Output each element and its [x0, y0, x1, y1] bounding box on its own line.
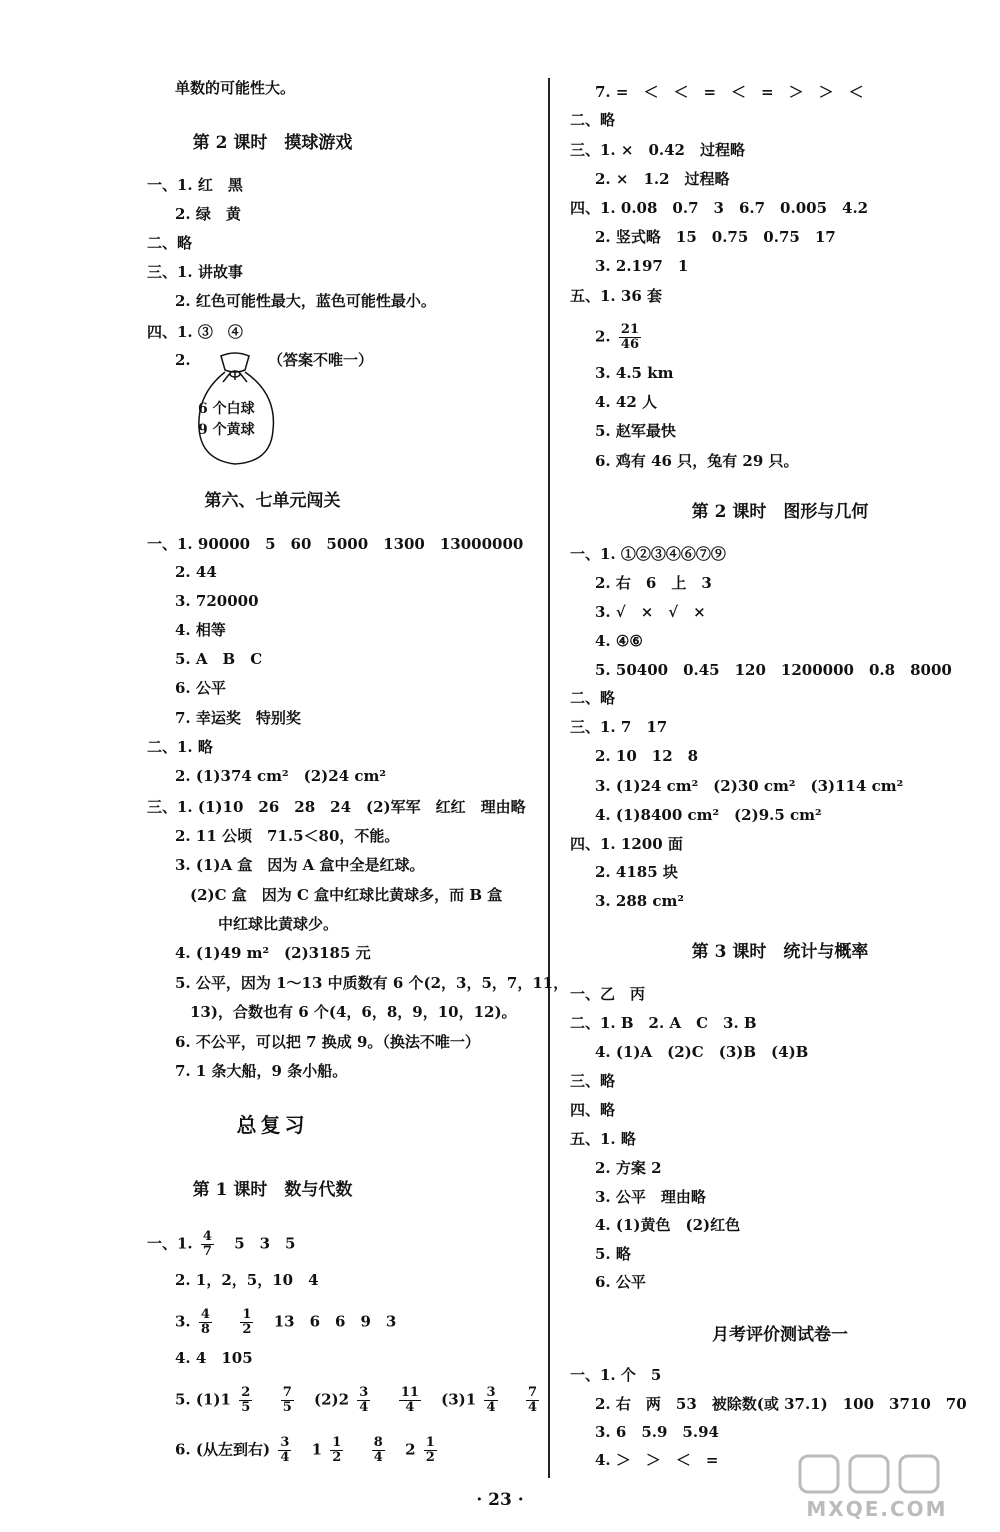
answer-line: 5. (1)1 $\frac{2}{5}$ $\frac{7}{5}$ (2)2 $\frac{3}{4}$ $\frac{11}{4}$ (3)1 $\frac{3}{4}$ $\frac{7}{4}$: [175, 1385, 538, 1415]
answer-line: 6. 公平: [175, 679, 226, 697]
answer-line: 三、略: [570, 1072, 616, 1090]
answer-line: 一、乙 丙: [570, 985, 646, 1003]
fraction: $\frac{2}{5}$: [241, 1385, 251, 1415]
fraction: $\frac{1}{2}$: [242, 1307, 252, 1337]
answer-line: 5. 略: [595, 1245, 631, 1263]
answer-line: 3. 6 5.9 5.94: [595, 1423, 719, 1441]
answer-line: 二、1. 略: [147, 738, 213, 756]
bag-text: 6 个白球: [198, 401, 255, 417]
fraction: $\frac{3}{4}$: [359, 1385, 369, 1415]
answer-line: 2. 方案 2: [595, 1159, 662, 1177]
answer-line: 2. (1)374 cm² (2)24 cm²: [175, 767, 386, 785]
fraction: $\frac{7}{4}$: [527, 1385, 538, 1415]
answer-line: 四、1. 0.08 0.7 3 6.7 0.005 4.2: [570, 199, 869, 217]
svg-text:MXQE.COM: MXQE.COM: [806, 1497, 948, 1521]
answer-line: 二、略: [570, 111, 616, 129]
answer-line: (2)C 盒 因为 C 盒中红球比黄球多，而 B 盒: [190, 886, 503, 904]
answer-line: 二、略: [570, 689, 616, 707]
answer-line: 4. (1)A (2)C (3)B (4)B: [595, 1043, 809, 1061]
answer-line: 中红球比黄球少。: [218, 915, 339, 933]
answer-line: 2. 右 两 53 被除数(或 37.1) 100 3710 70: [595, 1395, 967, 1413]
column-divider: [548, 78, 550, 1478]
fraction: $\frac{8}{4}$: [373, 1435, 383, 1465]
answer-line: 3. $\frac{4}{8}$ $\frac{1}{2}$ 13 6 6 9 3: [175, 1307, 397, 1337]
answer-line: 2. 11 公顷 71.5＜80，不能。: [175, 827, 400, 845]
answer-line: 3. √ × √ ×: [595, 603, 706, 621]
answer-line: 4. ＞ ＞ ＜ =: [595, 1451, 719, 1469]
fraction: $\frac{7}{5}$: [282, 1385, 292, 1415]
section-title: 第 2 课时 摸球游戏: [192, 133, 353, 153]
fraction: $\frac{11}{4}$: [400, 1385, 419, 1415]
section-title: 第 1 课时 数与代数: [192, 1180, 353, 1200]
answer-line: 一、1. ①②③④⑥⑦⑨: [570, 545, 726, 563]
answer-line: 7. 1 条大船，9 条小船。: [175, 1062, 348, 1080]
answer-line: 3. (1)24 cm² (2)30 cm² (3)114 cm²: [595, 777, 904, 795]
answer-line: 3. 4.5 km: [595, 364, 674, 382]
answer-line: 3. 公平 理由略: [595, 1188, 706, 1206]
answer-line: 4. (1)49 m² (2)3185 元: [175, 944, 371, 962]
answer-line: 6. 公平: [595, 1273, 646, 1291]
bag-text: 9 个黄球: [198, 422, 255, 438]
section-title: 第 3 课时 统计与概率: [691, 942, 869, 962]
answer-line: 三、1. 讲故事: [147, 263, 243, 281]
answer-line: 2. 竖式略 15 0.75 0.75 17: [595, 228, 836, 246]
answer-line: 二、1. B 2. A C 3. B: [570, 1014, 757, 1032]
answer-line: 一、1. 90000 5 60 5000 1300 13000000: [147, 535, 524, 553]
answer-note: （答案不唯一）: [268, 351, 374, 369]
answer-line: 2. × 1.2 过程略: [595, 170, 730, 188]
fraction: $\frac{1}{2}$: [425, 1435, 435, 1465]
answer-line: 5. 50400 0.45 120 1200000 0.8 8000: [595, 661, 952, 679]
answer-line: 2. 44: [175, 563, 217, 581]
fraction: $\frac{4}{7}$: [202, 1229, 212, 1259]
answer-line: 二、略: [147, 234, 193, 252]
answer-line: 13)，合数也有 6 个(4，6，8，9，10，12)。: [190, 1003, 517, 1021]
answer-line: 5. A B C: [175, 650, 263, 668]
answer-line: 一、1. 个 5: [570, 1366, 662, 1384]
answer-line: 2. 1，2，5，10 4: [175, 1271, 319, 1289]
answer-line: 四、1. ③ ④: [147, 323, 243, 341]
answer-line: 5. 赵军最快: [595, 422, 676, 440]
watermark-logo: [782, 1452, 972, 1524]
section-title: 第六、七单元闯关: [204, 491, 341, 511]
section-title: 总复习: [236, 1113, 309, 1137]
section-title: 第 2 课时 图形与几何: [691, 502, 869, 522]
answer-line: 2. $\frac{21}{46}$: [595, 322, 639, 352]
answer-line: 三、1. × 0.42 过程略: [570, 141, 745, 159]
fraction: $\frac{21}{46}$: [620, 322, 639, 352]
section-title: 月考评价测试卷一: [712, 1325, 848, 1345]
answer-line: 五、1. 略: [570, 1130, 636, 1148]
answer-line: 单数的可能性大。: [175, 79, 296, 97]
fraction: $\frac{1}{2}$: [332, 1435, 342, 1465]
answer-line: 3. 288 cm²: [595, 892, 684, 910]
answer-line: 3. 720000: [175, 592, 259, 610]
answer-line: 四、略: [570, 1101, 616, 1119]
answer-line: 3. 2.197 1: [595, 257, 689, 275]
fraction: $\frac{4}{8}$: [200, 1307, 210, 1337]
answer-line: 7. = ＜ ＜ = ＜ = ＞ ＞ ＜: [595, 83, 864, 101]
answer-line: 4. 相等: [175, 621, 226, 639]
answer-line: 一、1. $\frac{4}{7}$ 5 3 5: [147, 1229, 296, 1259]
answer-line: 7. 幸运奖 特别奖: [175, 709, 301, 727]
answer-line: 五、1. 36 套: [570, 287, 662, 305]
answer-line: 2. 10 12 8: [595, 747, 699, 765]
answer-line: 2.: [175, 351, 191, 369]
answer-line: 4. (1)8400 cm² (2)9.5 cm²: [595, 806, 822, 824]
answer-line: 2. 绿 黄: [175, 205, 241, 223]
answer-line: 一、1. 红 黑: [147, 176, 243, 194]
answer-line: 2. 右 6 上 3: [595, 574, 712, 592]
answer-line: 4. (1)黄色 (2)红色: [595, 1216, 741, 1234]
answer-line: 三、1. (1)10 26 28 24 (2)军军 红红 理由略: [147, 798, 526, 816]
answer-line: 6. 鸡有 46 只，兔有 29 只。: [595, 452, 799, 470]
answer-line: 2. 红色可能性最大，蓝色可能性最小。: [175, 292, 436, 310]
fraction: $\frac{3}{4}$: [280, 1435, 290, 1465]
answer-line: 4. ④⑥: [595, 632, 643, 650]
answer-line: 四、1. 1200 面: [570, 835, 683, 853]
answer-line: 5. 公平，因为 1～13 中质数有 6 个(2，3，5，7，11，: [175, 974, 569, 992]
answer-line: 3. (1)A 盒 因为 A 盒中全是红球。: [175, 856, 425, 874]
page-number: · 23 ·: [476, 1490, 524, 1510]
answer-line: 4. 42 人: [595, 393, 657, 411]
answer-line: 三、1. 7 17: [570, 718, 668, 736]
answer-line: 4. 4 105: [175, 1349, 253, 1367]
answer-line: 6. (从左到右) $\frac{3}{4}$ 1 $\frac{1}{2}$ $\frac{8}{4}$ 2 $\frac{1}{2}$: [175, 1435, 435, 1465]
answer-line: 2. 4185 块: [595, 863, 678, 881]
answer-line: 6. 不公平，可以把 7 换成 9。（换法不唯一）: [175, 1033, 480, 1051]
fraction: $\frac{3}{4}$: [486, 1385, 496, 1415]
